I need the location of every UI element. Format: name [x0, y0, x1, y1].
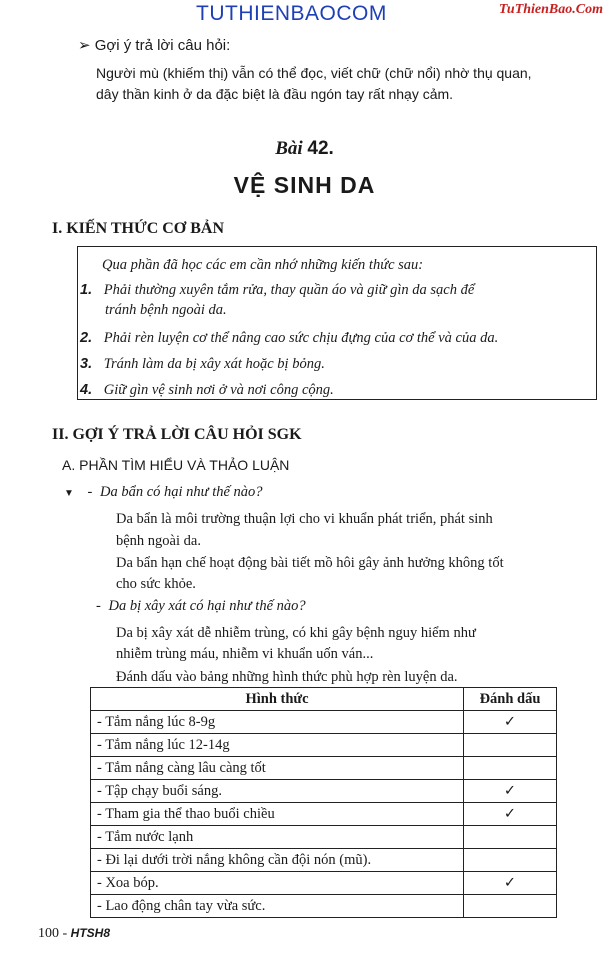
question-1: ▼ - Da bẩn có hại như thế nào?	[64, 484, 263, 500]
row-label: - Lao động chân tay vừa sức.	[91, 895, 464, 918]
check-mark-icon: ✓	[464, 711, 557, 734]
item-number: 3.	[80, 356, 93, 372]
subsection-a-heading: A. PHẦN TÌM HIỂU VÀ THẢO LUẬN	[62, 457, 290, 473]
table-row	[91, 780, 557, 803]
mark-cell	[464, 895, 557, 918]
knowledge-item-4	[80, 382, 334, 399]
mark-cell	[464, 849, 557, 872]
answer-2-line-2: nhiễm trùng máu, nhiễm vi khuẩn uốn ván...	[116, 646, 374, 662]
table-row	[91, 803, 557, 826]
item-number: 1.	[80, 282, 93, 298]
table-header-row	[91, 688, 557, 711]
item-text: Tránh làm da bị xây xát hoặc bị bỏng.	[103, 356, 325, 372]
section-1-heading: I. KIẾN THỨC CƠ BẢN	[52, 220, 225, 237]
row-label: - Xoa bóp.	[91, 872, 464, 895]
page-number: 100 -	[38, 926, 68, 941]
page-footer	[38, 926, 110, 942]
lesson-num: 42.	[307, 138, 334, 159]
answer-2-line-1: Da bị xây xát dễ nhiễm trùng, có khi gây bệnh nguy hiểm như	[116, 625, 476, 641]
row-label: - Tham gia thể thao buổi chiều	[91, 803, 464, 826]
table-row	[91, 711, 557, 734]
item-text: Phải thường xuyên tắm rửa, thay quần áo và giữ gìn da sạch để	[103, 282, 475, 298]
site-logo-text: TuThienBao.Com	[498, 2, 603, 17]
lesson-title: VỆ SINH DA	[233, 172, 376, 198]
question-2: - Da bị xây xát có hại như thế nào?	[96, 598, 306, 614]
knowledge-item-3	[80, 356, 325, 373]
row-label: - Tắm nước lạnh	[91, 826, 464, 849]
knowledge-item-1-cont: tránh bệnh ngoài da.	[105, 302, 227, 318]
item-text: Phải rèn luyện cơ thể nâng cao sức chịu đựng của cơ thể và của da.	[103, 330, 499, 346]
col-form-header: Hình thức	[91, 688, 464, 711]
mark-cell	[464, 826, 557, 849]
answer-1-line-1: Da bẩn là môi trường thuận lợi cho vi khuẩn phát triển, phát sinh	[116, 511, 493, 527]
intro-heading-text: Gợi ý trả lời câu hỏi:	[94, 37, 231, 54]
mark-cell	[464, 757, 557, 780]
knowledge-item-1	[80, 282, 474, 299]
answer-1-line-4: cho sức khỏe.	[116, 576, 196, 592]
training-table	[90, 687, 557, 918]
check-mark-icon: ✓	[464, 803, 557, 826]
question-1-text: Da bẩn có hại như thế nào?	[100, 484, 263, 500]
check-mark-icon: ✓	[464, 872, 557, 895]
check-mark-icon: ✓	[464, 780, 557, 803]
table-row	[91, 757, 557, 780]
item-number: 2.	[80, 330, 93, 346]
answer-1-line-3: Da bẩn hạn chế hoạt động bài tiết mồ hôi gây ảnh hưởng không tốt	[116, 555, 504, 571]
answer-1-line-2: bệnh ngoài da.	[116, 533, 201, 549]
section-2-heading: II. GỢI Ý TRẢ LỜI CÂU HỎI SGK	[52, 426, 302, 443]
mark-cell	[464, 734, 557, 757]
row-label: - Tập chạy buổi sáng.	[91, 780, 464, 803]
arrow-bullet-icon: ➢	[78, 37, 91, 54]
item-text: Giữ gìn vệ sinh nơi ở và nơi công cộng.	[103, 382, 334, 398]
table-row	[91, 826, 557, 849]
intro-answer-line-2: dây thần kinh ở da đặc biệt là đầu ngón tay rất nhạy cảm.	[96, 86, 454, 102]
task-instruction: Đánh dấu vào bảng những hình thức phù hợp rèn luyện da.	[116, 669, 458, 685]
triangle-bullet-icon: ▼	[64, 488, 74, 499]
row-label: - Tắm nắng càng lâu càng tốt	[91, 757, 464, 780]
row-label: - Tắm nắng lúc 8-9g	[91, 711, 464, 734]
book-code: HTSH8	[70, 926, 111, 940]
row-label: - Tắm nắng lúc 12-14g	[91, 734, 464, 757]
question-2-text: Da bị xây xát có hại như thế nào?	[108, 598, 306, 614]
table-row	[91, 849, 557, 872]
col-mark-header: Đánh dấu	[464, 688, 557, 711]
lesson-word: Bài	[275, 138, 303, 159]
item-number: 4.	[80, 382, 93, 398]
table-row	[91, 872, 557, 895]
table-row	[91, 734, 557, 757]
intro-heading	[78, 36, 230, 54]
knowledge-intro: Qua phần đã học các em cần nhớ những kiến thức sau:	[102, 257, 424, 273]
site-watermark: TUTHIENBAOCOM	[196, 2, 387, 25]
row-label: - Đi lại dưới trời nắng không cần đội nón (mũ).	[91, 849, 464, 872]
lesson-number	[0, 138, 609, 160]
knowledge-item-2	[80, 330, 498, 347]
intro-answer-line-1: Người mù (khiếm thị) vẫn có thể đọc, viết chữ (chữ nổi) nhờ thụ quan,	[96, 65, 532, 81]
table-row	[91, 895, 557, 918]
